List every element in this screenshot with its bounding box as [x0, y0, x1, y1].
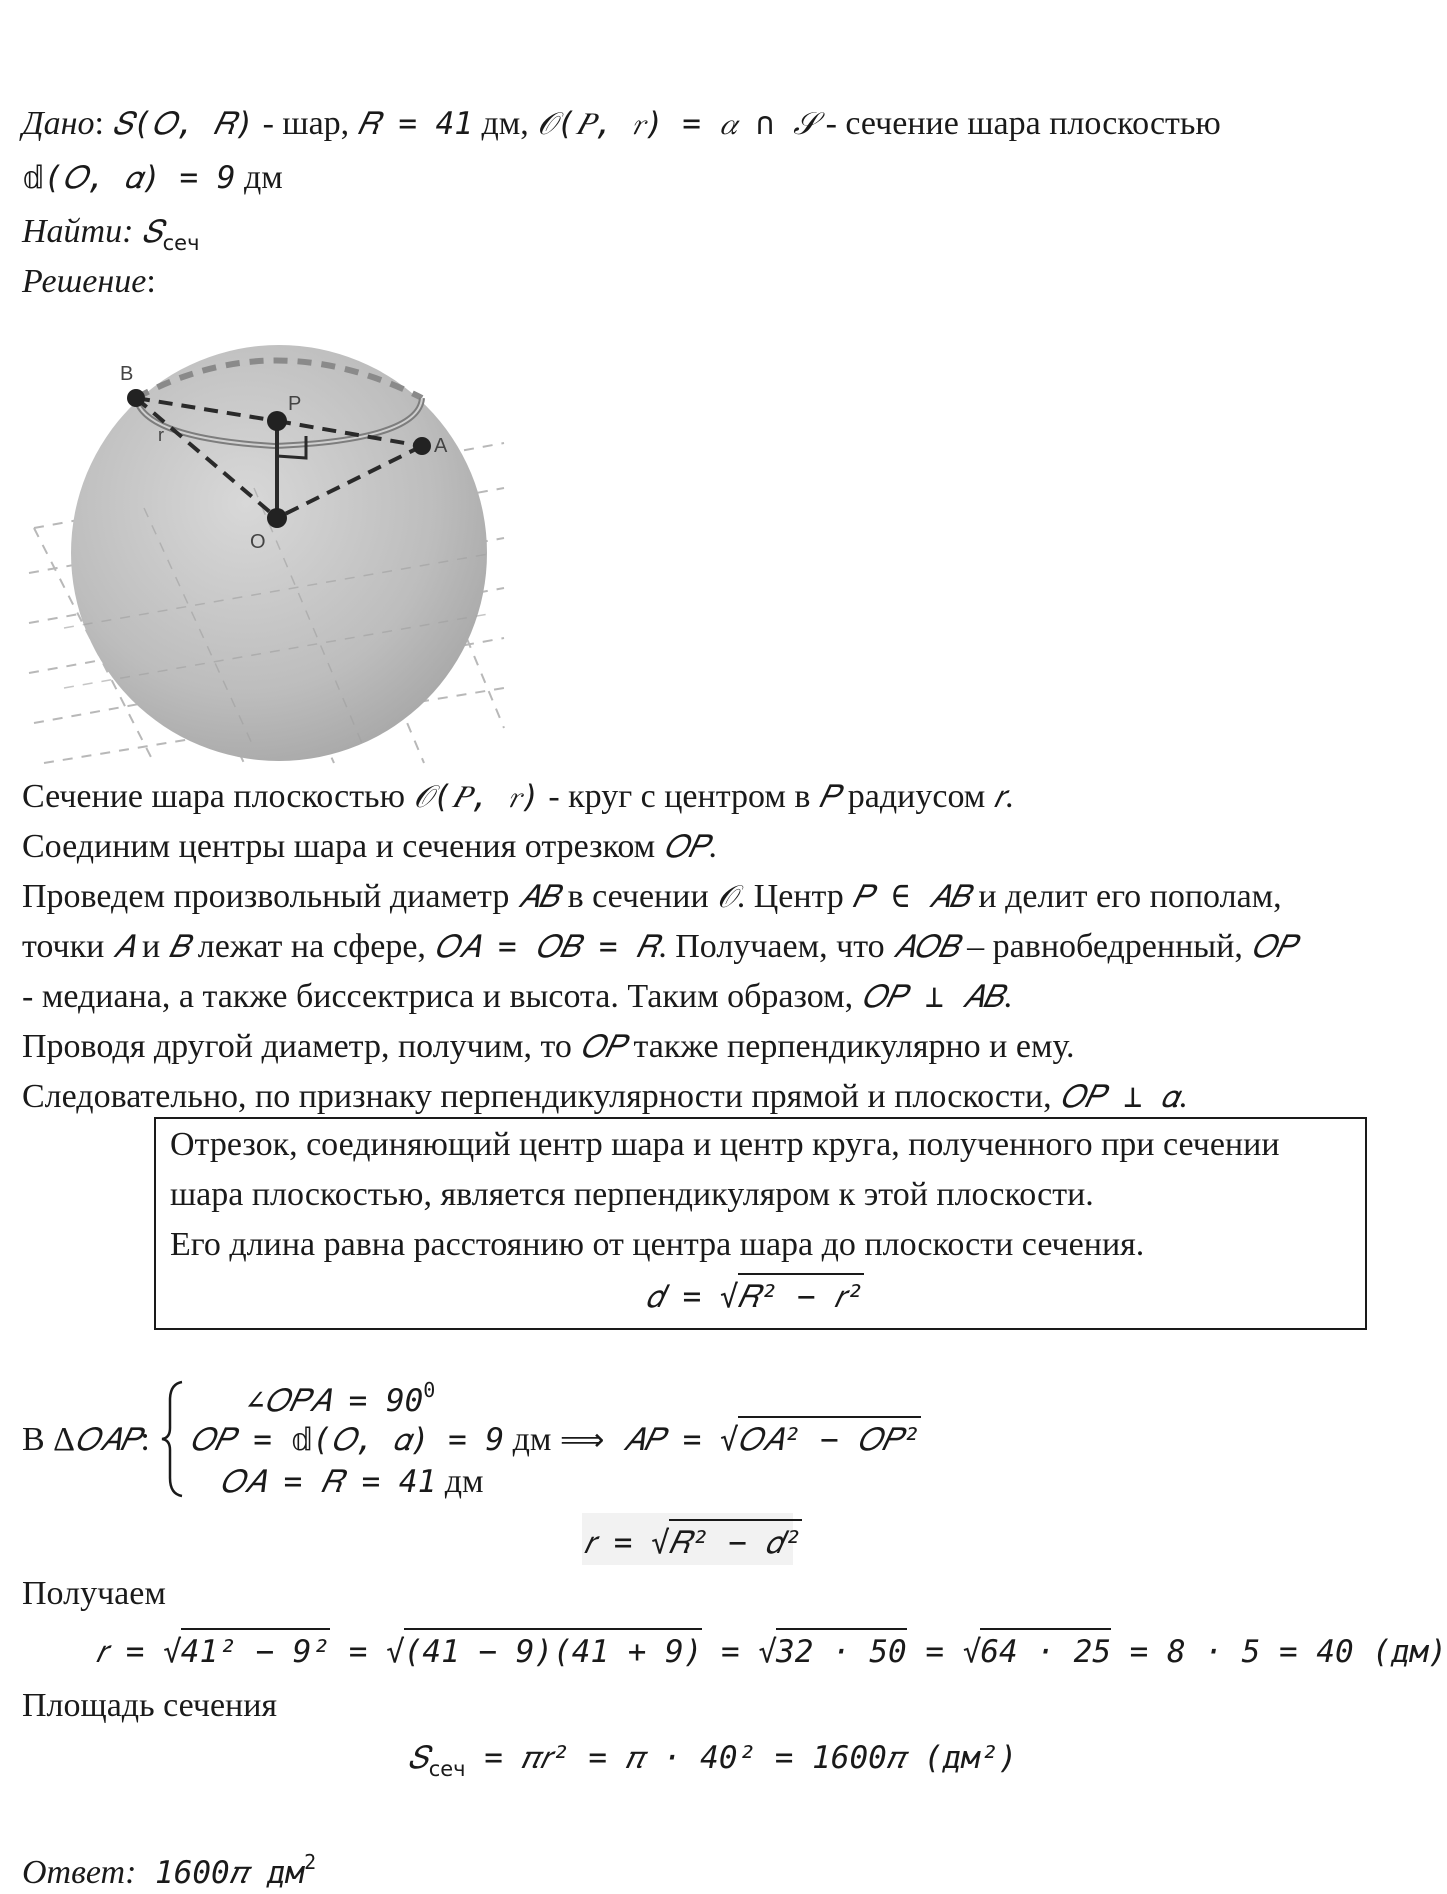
theorem-box: [154, 1117, 1367, 1330]
r-formula: [584, 1519, 802, 1563]
math: = √: [330, 1634, 405, 1670]
subscript: сеч: [428, 1757, 466, 1781]
answer-line: [22, 1842, 316, 1893]
label-o: O: [250, 531, 266, 553]
sphere-notation: 𝑆(𝑂, 𝑅): [112, 106, 255, 142]
text: дм: [436, 1463, 484, 1500]
text: В Δ: [22, 1421, 76, 1458]
theorem-line-2: шара плоскостью, является перпендикуляром к этой плоскости.: [170, 1176, 1094, 1213]
text: Проведем произвольный диаметр: [22, 878, 518, 915]
triangle-label: [22, 1420, 150, 1460]
label-a: A: [434, 435, 448, 457]
given-line-1: [22, 104, 1221, 144]
math: 𝐵: [168, 929, 190, 965]
para-line-1: [22, 777, 1013, 817]
point-b: [127, 389, 145, 407]
radicand: (41 − 9)(41 + 9): [404, 1628, 703, 1672]
solution-line: [22, 262, 156, 302]
math: 𝒪: [717, 879, 737, 915]
math: 𝑂𝑃: [580, 1029, 626, 1065]
text: в сечении: [559, 878, 718, 915]
system-row-2: [190, 1416, 921, 1460]
para-line-2: [22, 827, 717, 867]
math: 𝑟 = √: [96, 1634, 182, 1670]
para-line-3: [22, 877, 1282, 917]
sphere-section-figure: [24, 328, 524, 768]
given-text-3: - сечение шара плоскостью: [817, 105, 1221, 142]
find-label: Найти:: [22, 213, 142, 250]
math: 𝑂𝑃 ⊥ 𝐴𝐵: [861, 979, 1004, 1015]
answer-superscript: 2: [304, 1850, 317, 1874]
given-colon: :: [94, 105, 104, 142]
sphere: [71, 345, 487, 761]
distance-equation: 𝕕(𝑂, 𝛼) = 9: [22, 160, 236, 196]
math: ∠𝑂𝑃𝐴 = 90: [246, 1383, 424, 1419]
superscript: 0: [423, 1378, 436, 1402]
math: 𝑟: [993, 779, 1005, 815]
label-r: r: [158, 425, 164, 445]
math: 𝑃 ∈ 𝐴𝐵: [852, 879, 970, 915]
text: лежат на сфере,: [189, 928, 435, 965]
para-line-4: [22, 927, 1296, 967]
text: точки: [22, 928, 113, 965]
area-formula: [408, 1738, 1017, 1789]
math: 𝐴: [112, 929, 134, 965]
math: 𝐴𝐵: [517, 879, 560, 915]
math: 𝑂𝐴 = 𝑂𝐵 = 𝑅: [434, 929, 659, 965]
solution-colon: :: [146, 263, 156, 300]
text: :: [140, 1421, 150, 1458]
math: 𝑆: [408, 1740, 429, 1776]
text: Проводя другой диаметр, получим, то: [22, 1028, 581, 1065]
math: 𝑑 = √: [646, 1279, 739, 1315]
section-equation: 𝒪(𝑃, 𝑟) = 𝛼 ∩ 𝒮: [537, 106, 818, 142]
math: 𝑂𝑃 = 𝕕(𝑂, 𝛼) = 9: [190, 1422, 505, 1458]
math: 𝑂𝑃: [663, 829, 709, 865]
text: Следовательно, по признаку перпендикулярности прямой и плоскости,: [22, 1078, 1061, 1115]
point-p: [267, 411, 287, 431]
point-a: [413, 437, 431, 455]
text: и делит его пополам,: [969, 878, 1282, 915]
math: 𝒪(𝑃, 𝑟): [413, 779, 540, 815]
text: .: [1004, 778, 1014, 815]
find-subscript: сеч: [162, 231, 200, 255]
math: 𝑂𝑃 ⊥ 𝛼: [1060, 1079, 1179, 1115]
given-line-2: [22, 158, 283, 198]
system-row-3: [220, 1462, 484, 1502]
point-o: [267, 508, 287, 528]
answer-label: Ответ:: [22, 1854, 137, 1891]
text: .: [708, 828, 717, 865]
math: 𝑂𝐴𝑃: [75, 1422, 141, 1458]
get-label: Получаем: [22, 1575, 166, 1612]
text: . Получаем, что: [658, 928, 894, 965]
radicand: 𝑅² − 𝑟²: [738, 1273, 864, 1317]
given-text-1: - шар,: [254, 105, 358, 142]
math: 𝑃: [818, 779, 840, 815]
theorem-line-3: Его длина равна расстоянию от центра шара до плоскости сечения.: [170, 1226, 1145, 1263]
math: 𝐴𝑂𝐵: [893, 929, 959, 965]
math: = √: [702, 1634, 778, 1670]
radicand: 𝑂𝐴² − 𝑂𝑃²: [738, 1416, 921, 1460]
para-line-6: [22, 1027, 1075, 1067]
radicand: 𝑅² − 𝑑²: [669, 1519, 802, 1563]
theorem-line-1: Отрезок, соединяющий центр шара и центр круга, полученного при сечении: [170, 1126, 1280, 1163]
text: дм: [504, 1421, 560, 1458]
text: Сечение шара плоскостью: [22, 778, 414, 815]
given-label: Дано: [22, 105, 95, 142]
system-brace: [160, 1380, 186, 1498]
para-line-5: [22, 977, 1012, 1017]
find-line: [22, 212, 200, 263]
answer-value: 1600𝜋 дм: [136, 1855, 305, 1891]
text: и: [133, 928, 169, 965]
text: .: [1003, 978, 1012, 1015]
radicand: 41² − 9²: [181, 1628, 330, 1672]
math: 𝑟 = √: [584, 1525, 670, 1561]
math: = 𝜋𝑟² = 𝜋 · 40² = 1600𝜋 (дм²): [465, 1740, 1018, 1776]
radicand: 64 · 25: [980, 1628, 1111, 1672]
math: 𝑂𝑃: [1251, 929, 1296, 965]
text: также перпендикулярно и ему.: [625, 1028, 1075, 1065]
label-p: P: [288, 393, 302, 415]
label-b: B: [120, 363, 134, 385]
theorem-formula: [646, 1273, 864, 1317]
system-row-1: [246, 1370, 435, 1421]
text: радиусом: [839, 778, 994, 815]
text: . Центр: [736, 878, 853, 915]
math: = √: [906, 1634, 982, 1670]
solution-label: Решение: [22, 263, 147, 300]
para-line-7: [22, 1077, 1187, 1117]
find-symbol: 𝑆: [141, 214, 163, 250]
math: = 8 · 5 = 40 (дм): [1111, 1634, 1447, 1670]
text: - медиана, а также биссектриса и высота. Таким образом,: [22, 978, 862, 1015]
math: ⟹ 𝐴𝑃 = √: [559, 1422, 739, 1458]
r-calculation: [96, 1628, 1447, 1672]
math: 𝑂𝐴 = 𝑅 = 41: [220, 1464, 437, 1500]
radius-equation: 𝑅 = 41: [357, 106, 473, 142]
distance-unit: дм: [235, 159, 283, 196]
given-text-2: дм,: [472, 105, 538, 142]
area-label: Площадь сечения: [22, 1687, 278, 1724]
text: – равнобедренный,: [958, 928, 1252, 965]
text: Соединим центры шара и сечения отрезком: [22, 828, 664, 865]
radicand: 32 · 50: [776, 1628, 907, 1672]
text: .: [1178, 1078, 1188, 1115]
text: - круг с центром в: [539, 778, 819, 815]
